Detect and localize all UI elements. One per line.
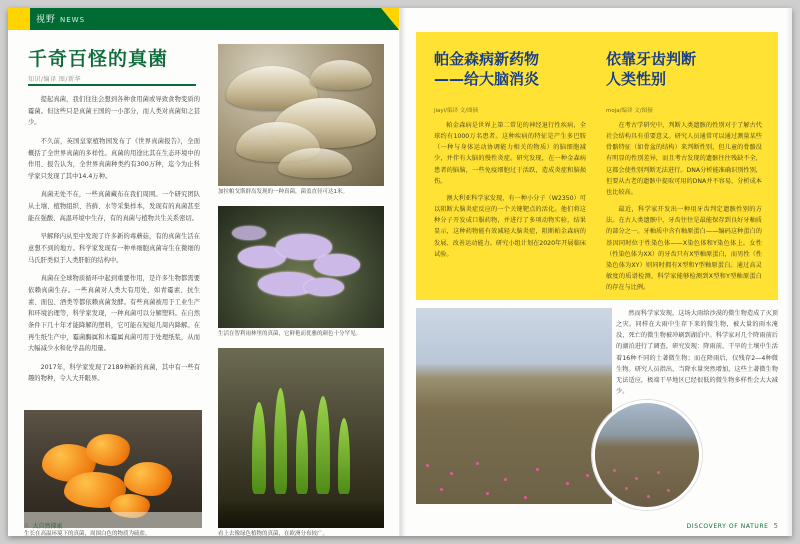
section-tag-label: 视野 [36,15,57,25]
article1-body [434,120,586,266]
magazine-name: 大自然探索 [32,523,63,530]
photo-caption: 看上去像绿色植物的真菌，在欧洲分布较广。 [218,531,329,537]
article1-headline-line1: 帕金森病新药物 [434,50,540,68]
right-page-footer [687,522,778,530]
paragraph: 然而科学家发现，这场大雨给沙漠的微生物造成了灭顶之灾。同样在大雨中生存下来的微生物，被大量的雨水淹没，死亡的微生物被冲刷到湖泊中。科学家对几个降雨前后的湖泊进行了调查，研究发现：降雨前，干旱的土壤中生活着16种不同的土著微生物；而在降雨后，仅残存2—4种微生物。研究人员指出，当降水量突然增加，这些土著微生物无法适应，极端干旱地区已经很低的微生物多样性会大大减少。 [616,310,778,396]
article1-headline [434,50,584,89]
headline-rule [28,84,196,86]
green-club-fungus-photo [218,348,384,528]
right-page [400,8,792,536]
left-article-byline: 知识/编译 图/新华 [28,76,81,83]
header-yellow-wedge [381,8,399,30]
photo-caption: 加拉帕戈斯群岛发现的一种真菌，菌盖直径可达1米。 [218,189,349,195]
desert-flowers-circle-photo [592,400,702,510]
left-page-footer [24,521,62,530]
paragraph: 真菌无处不在，一些真菌藏布在我们周围。一个研究团队从土壤、植物组织、苔藓、水等采集样本，发现有的真菌甚至能在强酸、高温环境中生存，有的真菌与植物共生关系密切。 [28,191,200,222]
bracket-fungus-photo [218,44,384,186]
paragraph: 早解释内从至中发现了许多新的毒蘑菇，有的真菌生活在意想不到的地方。科学家发现有一种单细胞真菌寄生在微细的马氏肝类似于人类肝脏的结构中。 [28,233,200,264]
page-number: 5 [773,522,778,530]
section-header-bar [8,8,399,30]
article1-byline: jiayi/编译 文/图摘 [434,108,479,114]
article2-headline [606,50,762,89]
paragraph: 在考古学研究中，判断人类遗骸的性别对于了解古代社会结构具有重要意义。研究人员通常可以通过测量某些骨骼特征（如骨盆的结构）来判断性别，但儿童的骨骼没有明显的性别差异，而且考古发现的遗骸往往残缺不全，这都会使性别判断无法进行。DNA分析能准确识别性别，但要从古老的遗骸中提取可用的DNA并不容易，分析成本也比较高。 [606,122,762,196]
paragraph: 不久前，英国皇家植物园发布了《世界真菌报告》，全面概括了全世界真菌的多样性。真菌的用途比其在生态环境中的作用、报告认为，全世界真菌种类约有300万种，迄今为止科学家只发现了其中14.4万种。 [28,137,200,180]
coral-fungus-photo [218,206,384,328]
article2-body [606,120,762,299]
paragraph: 帕金森病是世界上第二常见的神经退行性疾病，全球约有1000万名患者。这种疾病的特征是产生多巴胺（一种与身体运动协调能力相关的物质）的脑细胞减少，并伴有大脑的慢性炎症。研究发现，在一种金森病患者的脑脑，一些免疫细胞过于活跃，造成炎症和脑损伤。 [434,122,586,185]
article2-headline-line2: 人类性别 [606,69,667,88]
header-corner-accent [8,8,30,30]
photo-caption: 生长在高温环境下的真菌，周围白色的物质为硫盐。 [24,531,151,537]
magazine-spread [8,8,792,536]
article3-body-right [616,308,778,403]
magazine-brand: DISCOVERY OF NATURE [686,523,769,530]
paragraph: 2017年，科学家发现了2189种新的真菌，其中有一些有趣的物种，令人大开眼界。 [28,363,200,383]
photo-caption: 生活在智利雨林里的真菌，它鲜艳而优雅的颜色十分罕见。 [218,331,362,337]
page-number: 4 [24,522,29,530]
desert-bloom-photo [416,308,612,504]
paragraph: 最近，科学家开发出一种用牙齿判定遗骸性别的方法。在古人类遗骸中，牙齿往往是最能保存到良好牙釉质的部分之一。牙釉质中含有釉原蛋白——编码这种蛋白的基因同时位于性染色体——X染色体和Y染色体上。女性（性染色体为XX）的牙齿只有X型釉原蛋白，而男性（性染色体为XY）则同时拥有X型和Y型釉原蛋白。通过高灵敏度的质谱检测，科学家能够检测到X型和Y型釉原蛋白的存在与比例。 [606,206,762,292]
paragraph: 真菌在全球物质循环中起到重要作用，是许多生物都需要依赖真菌生存。一些真菌对人类大有用处，如青霉素、抗生素、面包、酒类等都依赖真菌发酵。有些真菌被用于工业生产和环境治理等，科学家发现，一种真菌可以分解塑料。在自然条件下几十年才能降解的塑料，它可能在短短几周内降解。在再生纸生产中，霉菌酶属和木霉属真菌可用于处理纸浆，从而大幅减少水和化学品的用量。 [28,275,200,353]
article2-headline-line1: 依靠牙齿判断 [606,50,697,68]
page-gutter [400,8,406,536]
article1-headline-line2: ——给大脑消炎 [434,69,540,88]
article2-byline: moja/编译 文/图摘 [606,108,653,114]
paragraph: 提起真菌，我们往往会想到各种食用菌或导致食物变质的霉菌。但这些只是真菌王国的一小部分，而人类对真菌知之甚少。 [28,96,200,127]
left-article-body [28,94,200,392]
left-article-headline: 千奇百怪的真菌 [28,48,169,70]
paragraph: 澳大利亚科学家发现，有一种小分子（W2350）可以阻断大脑炎症反应的一个关键靶点的活化。他们将这种分子开发成口服药物，并进行了多项动物实验，结果显示，这种药物能有效减轻大脑炎症，阻断帕金森病的发展、改善运动能力。研究小组计划在2020年开展临床试验。 [434,194,586,258]
section-tag-label-en: NEWS [60,16,86,24]
section-tag [36,12,85,25]
left-page [8,8,400,536]
flower-field [416,458,612,504]
orange-fungus-photo [24,410,202,528]
page-edge-shadow [786,8,792,536]
yellow-feature-panel [416,32,778,300]
